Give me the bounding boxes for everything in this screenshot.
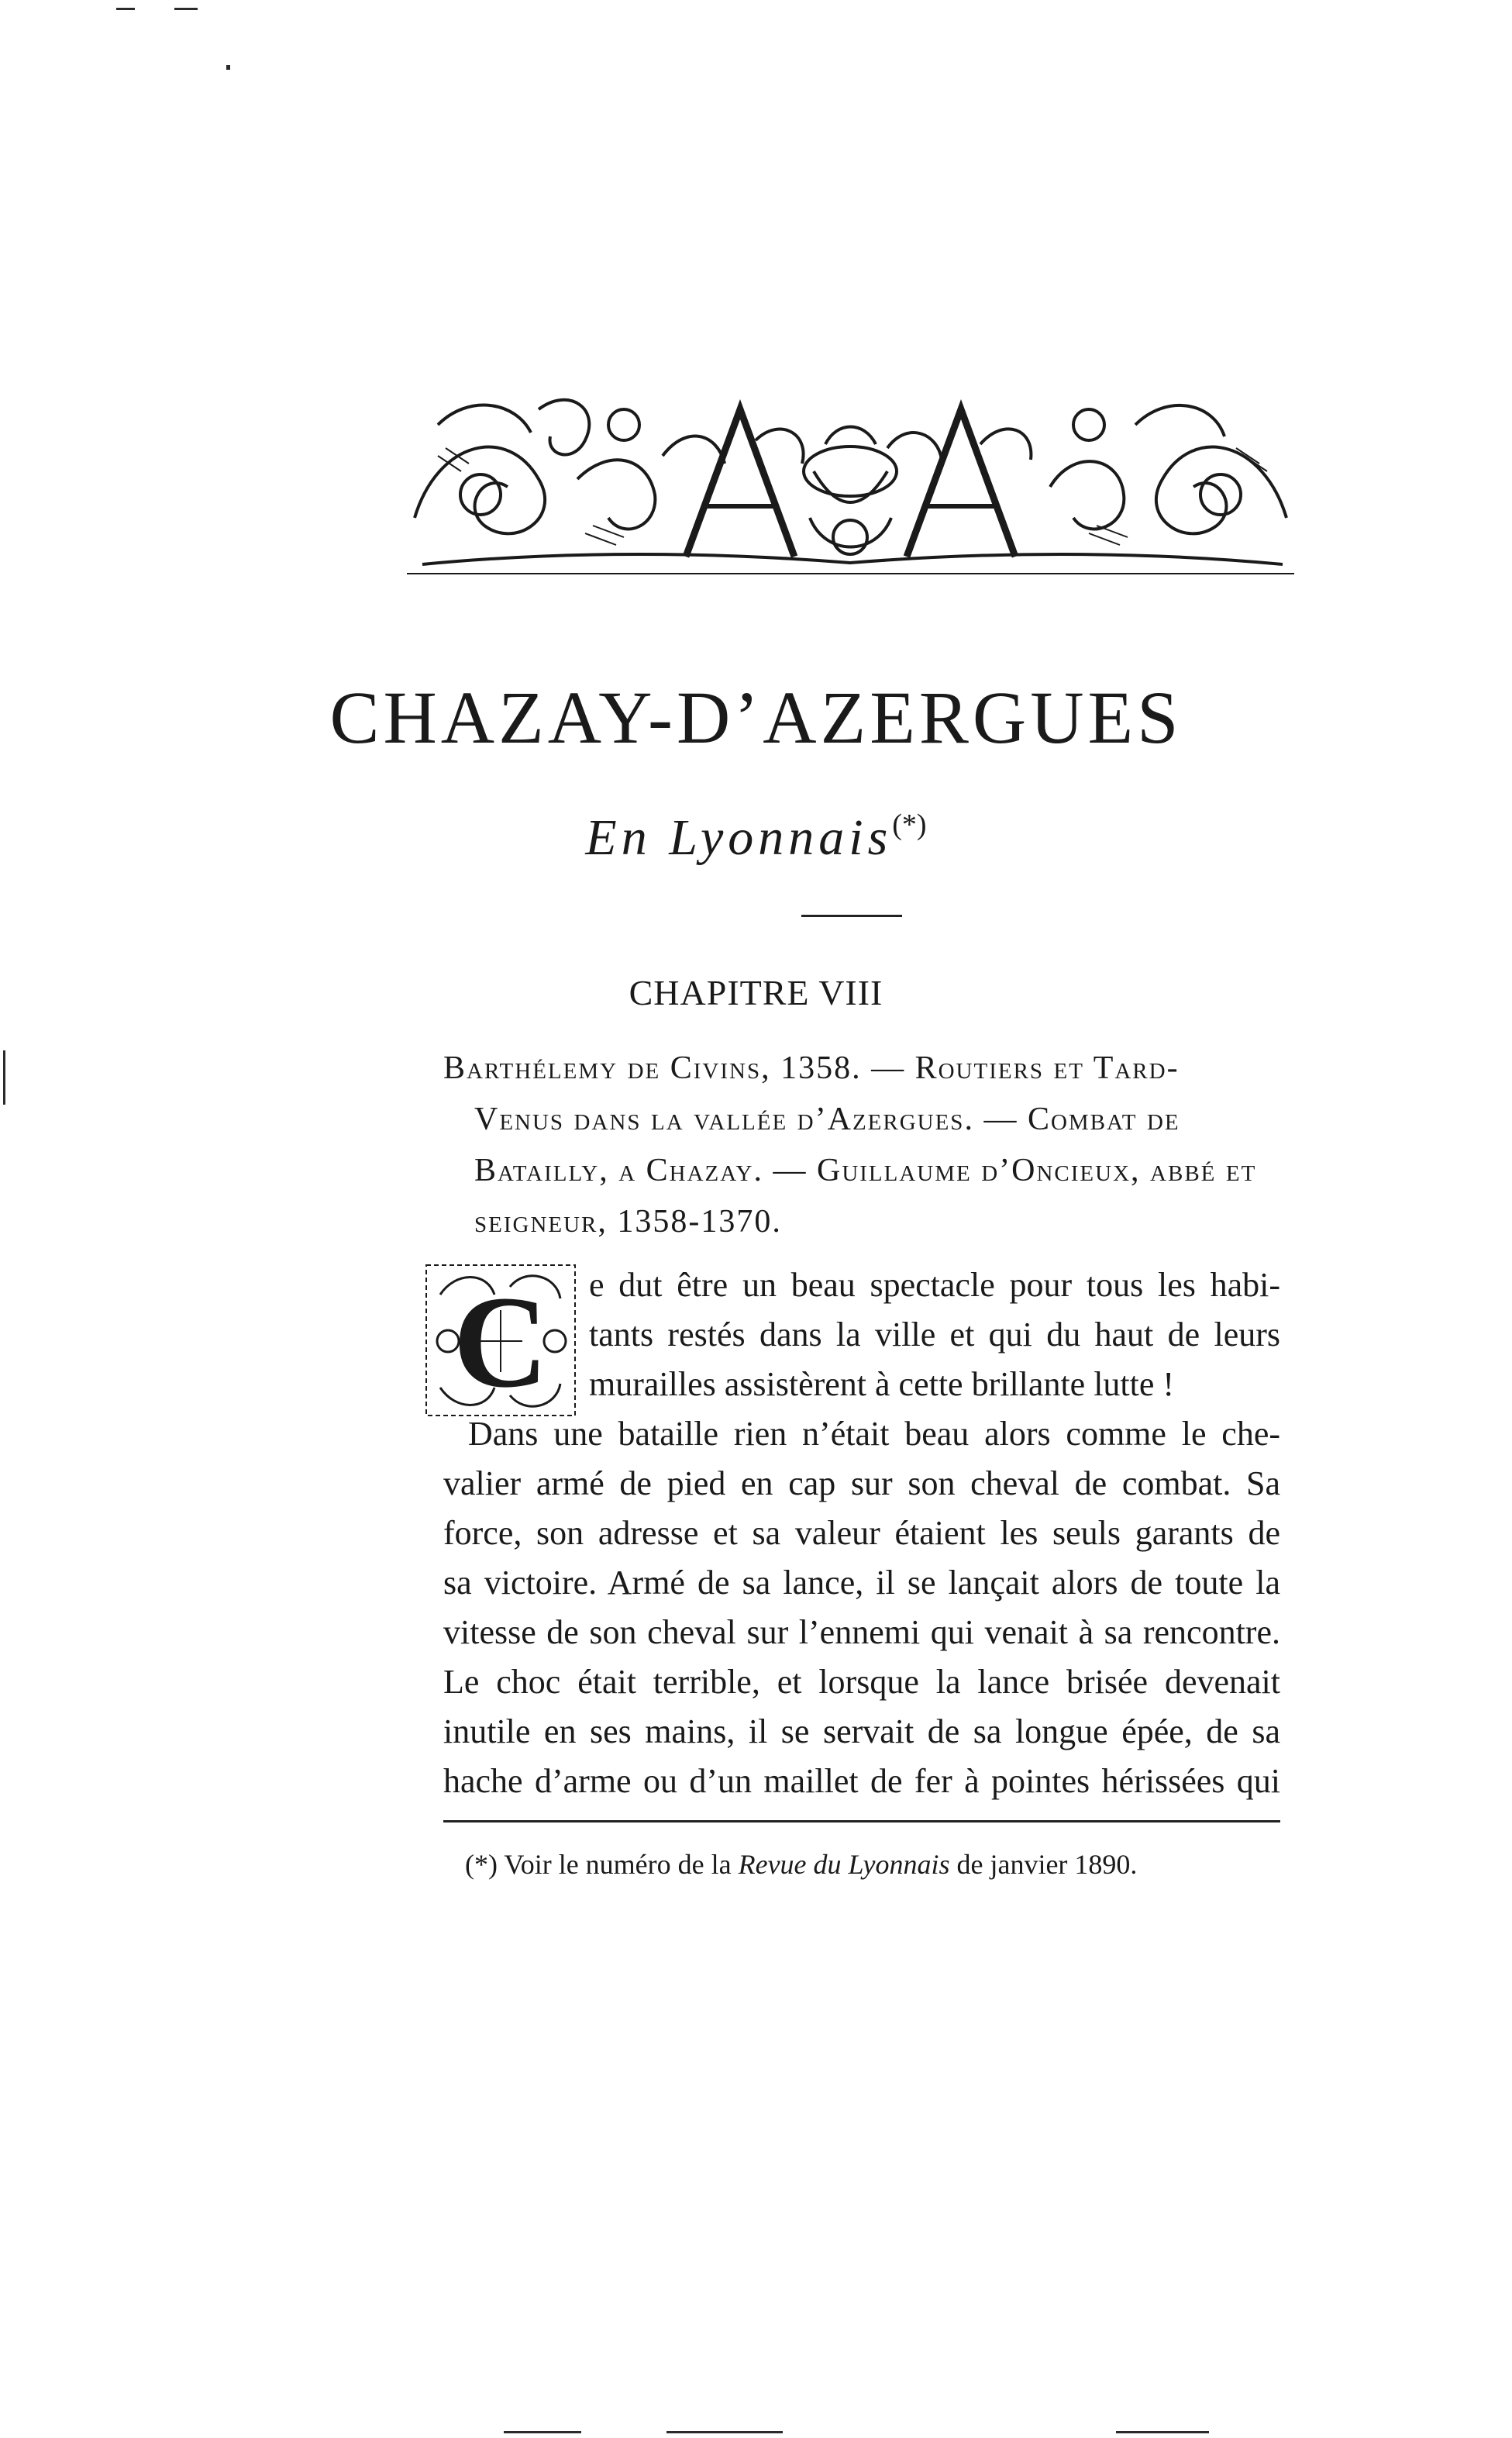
footnote-text-before: Voir le numéro de la <box>504 1849 732 1880</box>
title-divider <box>801 915 902 917</box>
ornamental-headpiece <box>391 378 1310 584</box>
summary-line: Batailly, a Chazay. — Guillaume d’Oncieux, abbé et <box>474 1153 1257 1188</box>
dropcap-letter: C <box>453 1269 549 1415</box>
body-line: sa victoire. Armé de sa lance, il se lançait alors de toute la <box>443 1564 1280 1602</box>
body-line: vitesse de son cheval sur l’ennemi qui venait à sa rencontre. <box>443 1613 1280 1651</box>
body-line: murailles assistèrent à cette brillante lutte ! <box>589 1365 1175 1403</box>
summary-line: Venus dans la vallée d’Azergues. — Combat de <box>474 1102 1180 1137</box>
scan-speck <box>666 2431 783 2433</box>
footnote-text-after: de janvier 1890. <box>956 1849 1138 1880</box>
chapter-heading: CHAPITRE VIII <box>629 973 883 1012</box>
body-line: inutile en ses mains, il se servait de sa longue épée, de sa <box>443 1712 1280 1750</box>
body-line: valier armé de pied en cap sur son cheval de combat. Sa <box>443 1464 1280 1502</box>
body-line: Dans une bataille rien n’était beau alors comme le che- <box>468 1415 1280 1453</box>
body-line: Le choc était terrible, et lorsque la lance brisée devenait <box>443 1663 1280 1701</box>
footnote <box>465 1849 1286 1880</box>
summary-line: seigneur, 1358-1370. <box>474 1204 782 1240</box>
scan-speck <box>1116 2431 1209 2433</box>
page-title: CHAZAY-D’AZERGUES <box>329 676 1183 759</box>
body-line: tants restés dans la ville et qui du haut de leurs <box>589 1316 1280 1353</box>
subtitle-text: En Lyonnais <box>585 809 893 866</box>
summary-line: Barthélemy de Civins, 1358. — Routiers et Tard- <box>443 1050 1180 1086</box>
scan-speck <box>116 8 135 10</box>
decorated-initial <box>425 1264 577 1417</box>
body-line: hache d’arme ou d’un maillet de fer à pointes hérissées qui <box>443 1762 1280 1800</box>
body-line: e dut être un beau spectacle pour tous les habi- <box>589 1266 1280 1304</box>
chapter-summary <box>443 1043 1280 1247</box>
footnote-journal: Revue du Lyonnais <box>738 1849 950 1880</box>
scan-speck <box>3 1050 5 1105</box>
scan-speck <box>174 8 198 10</box>
footnote-marker: (*) <box>465 1849 498 1880</box>
page-subtitle <box>0 810 1512 864</box>
footnote-reference: (*) <box>892 809 927 841</box>
footnote-rule <box>443 1820 1280 1822</box>
scan-speck <box>226 65 230 70</box>
body-line: force, son adresse et sa valeur étaient les seuls garants de <box>443 1514 1280 1552</box>
scan-speck <box>504 2431 581 2433</box>
